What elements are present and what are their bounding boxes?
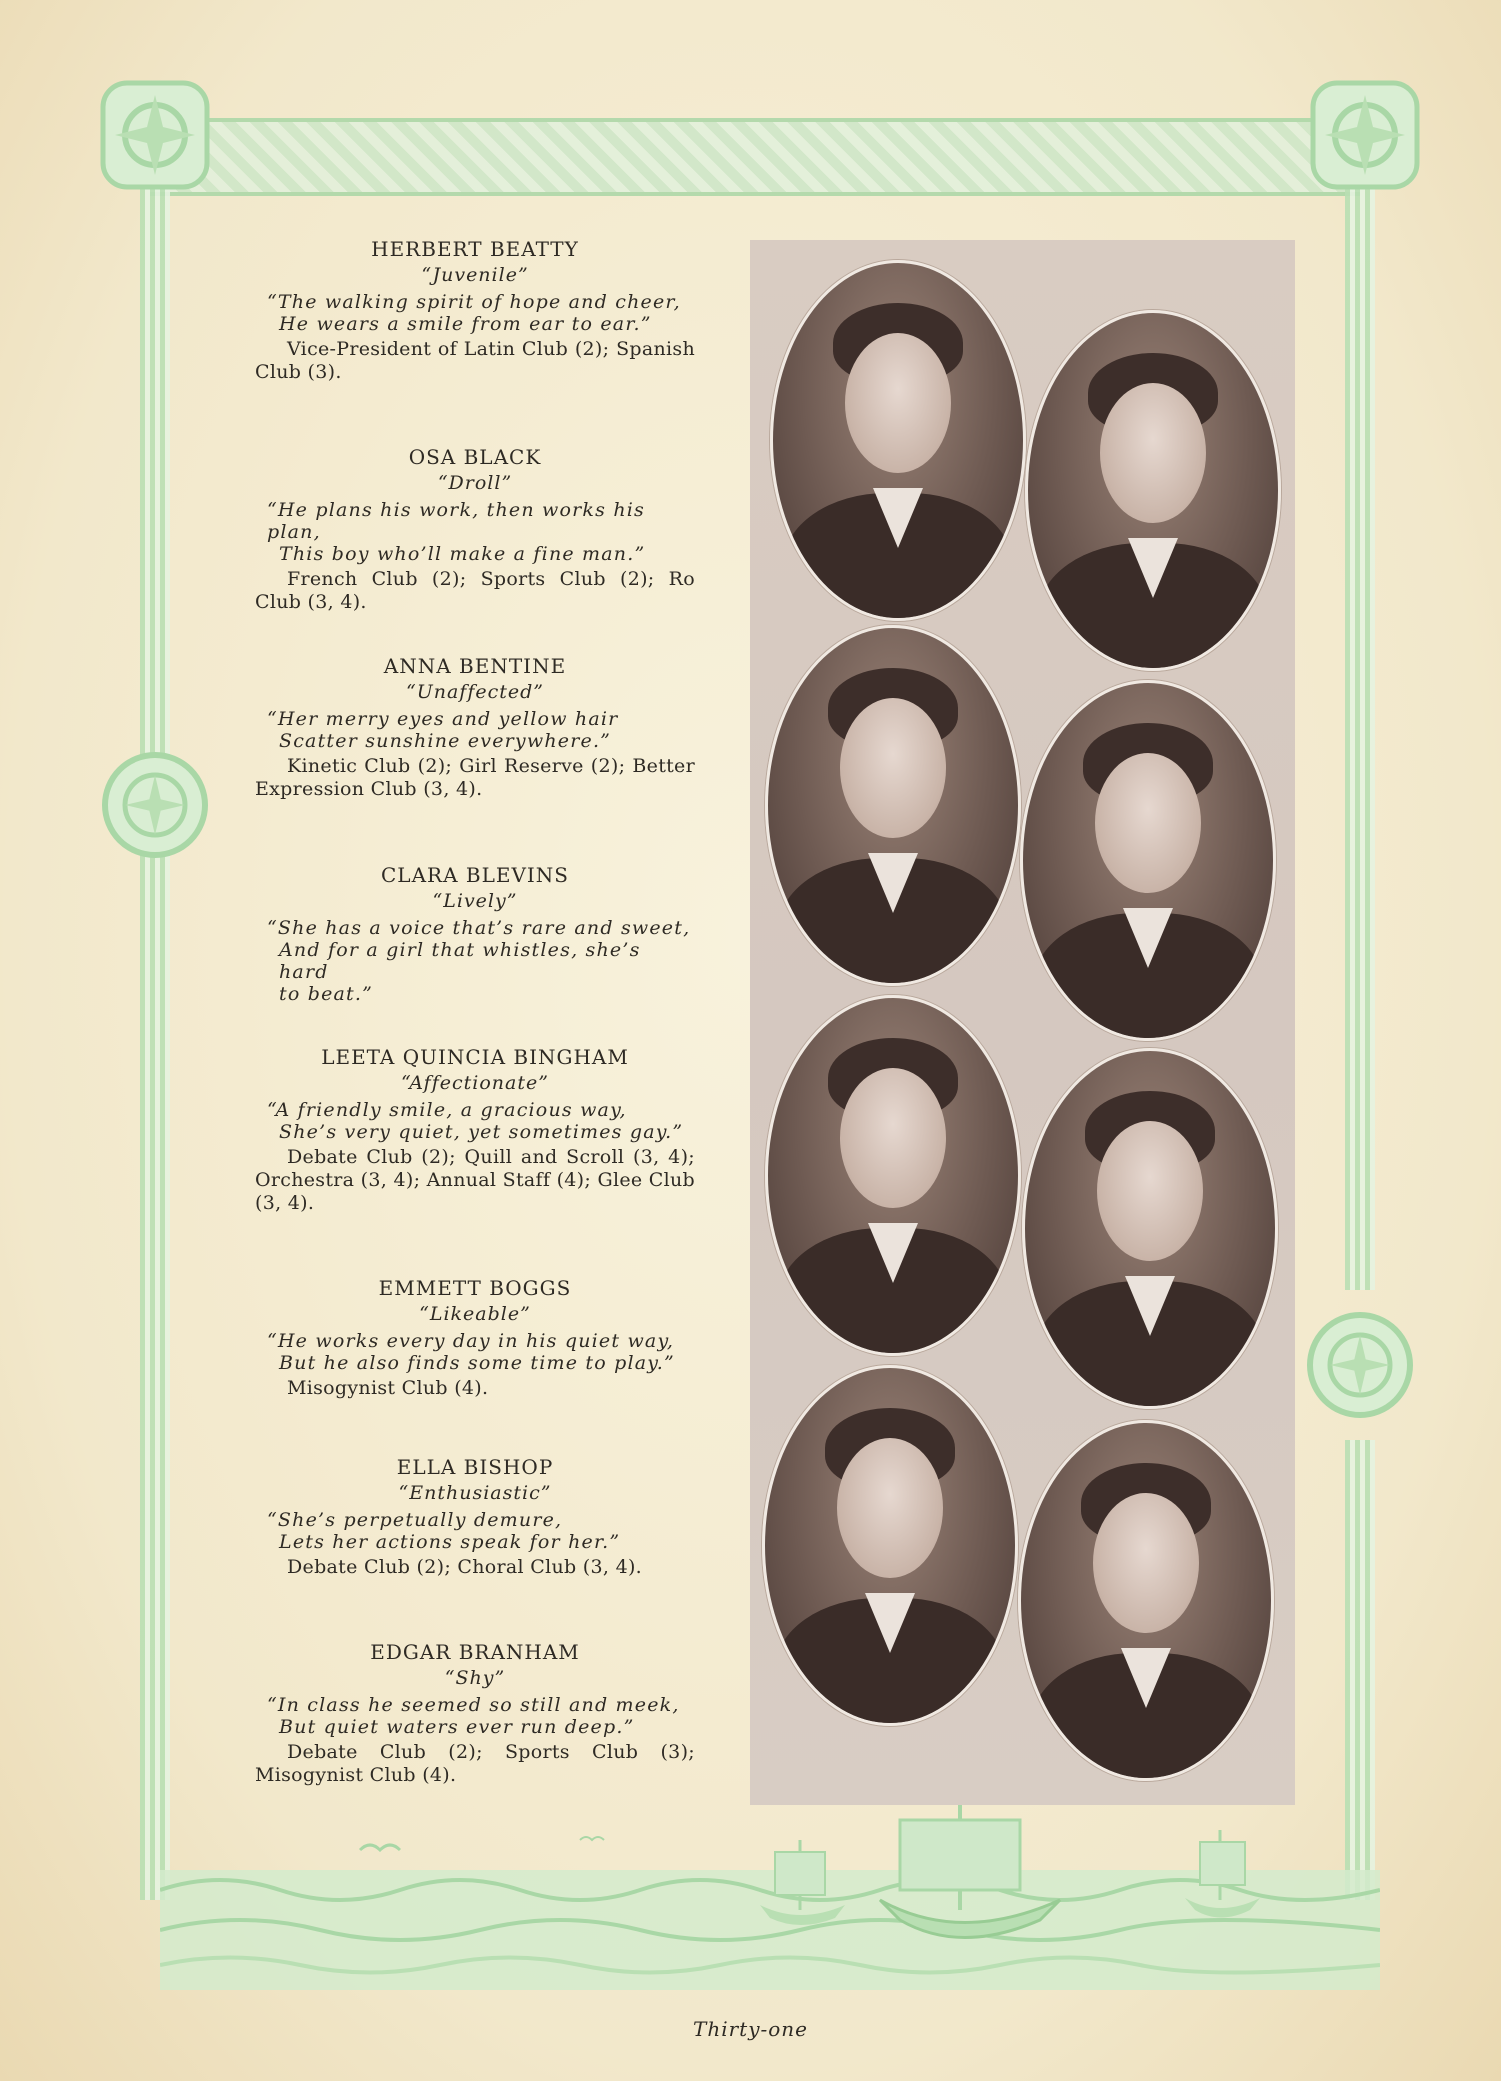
senior-entry-ella-bishop: [255, 1456, 695, 1579]
student-verse: “She has a voice that’s rare and sweet, And for a girl that whistles, she’s hard to beat.”: [267, 917, 691, 1005]
student-nickname: “Unaffected”: [406, 681, 544, 703]
student-nickname: “Likeable”: [419, 1303, 531, 1325]
senior-entry-leeta-quincia-bingham: [255, 1046, 695, 1215]
student-activities: French Club (2); Sports Club (2); Ro Club (3, 4).: [255, 568, 695, 613]
student-name: CLARA BLEVINS: [380, 863, 569, 887]
senior-entry-osa-black: [255, 446, 695, 614]
medallion-ornament-right: [1305, 1310, 1415, 1420]
student-verse: “He works every day in his quiet way, But he also finds some time to play.”: [267, 1330, 675, 1374]
medallion-ornament-left: [100, 750, 210, 860]
student-verse: “The walking spirit of hope and cheer, He wears a smile from ear to ear.”: [267, 291, 681, 335]
student-name: HERBERT BEATTY: [371, 237, 579, 261]
senior-entry-emmett-boggs: [255, 1277, 695, 1400]
corner-ornament-top-left: [95, 75, 215, 195]
student-verse: “A friendly smile, a gracious way, She’s very quiet, yet sometimes gay.”: [267, 1099, 684, 1143]
portrait-photo: [1020, 680, 1276, 1041]
student-nickname: “Shy”: [444, 1667, 506, 1689]
border-top-ornament: [150, 118, 1360, 196]
senior-entry-herbert-beatty: [255, 238, 695, 384]
border-left-lower-ornament: [140, 850, 170, 1900]
portrait-photo: [770, 260, 1026, 621]
portrait-photo: [1025, 310, 1281, 671]
portrait-photo: [765, 995, 1021, 1356]
student-name: OSA BLACK: [408, 445, 542, 469]
border-left-ornament: [140, 180, 170, 760]
senior-entry-clara-blevins: [255, 864, 695, 1005]
student-activities: Debate Club (2); Sports Club (3); Misogynist Club (4).: [255, 1741, 695, 1786]
portrait-panel: [750, 240, 1295, 1805]
student-nickname: “Affectionate”: [401, 1072, 549, 1094]
portrait-photo: [1022, 1048, 1278, 1409]
student-verse: “In class he seemed so still and meek, But quiet waters ever run deep.”: [267, 1694, 680, 1738]
portrait-photo: [765, 625, 1021, 986]
senior-entry-edgar-branham: [255, 1641, 695, 1787]
student-nickname: “Lively”: [432, 890, 518, 912]
student-nickname: “Enthusiastic”: [398, 1482, 552, 1504]
corner-ornament-top-right: [1305, 75, 1425, 195]
student-name: LEETA QUINCIA BINGHAM: [321, 1045, 629, 1069]
student-activities: Kinetic Club (2); Girl Reserve (2); Better Expression Club (3, 4).: [255, 755, 695, 800]
border-right-ornament: [1345, 180, 1375, 1290]
student-activities: Misogynist Club (4).: [287, 1377, 489, 1399]
student-activities: Debate Club (2); Choral Club (3, 4).: [287, 1556, 643, 1578]
student-name: ANNA BENTINE: [383, 654, 567, 678]
portrait-photo: [762, 1365, 1018, 1726]
student-verse: “Her merry eyes and yellow hair Scatter sunshine everywhere.”: [267, 708, 619, 752]
student-verse: “She’s perpetually demure, Lets her actions speak for her.”: [267, 1509, 621, 1553]
student-name: EDGAR BRANHAM: [370, 1640, 580, 1664]
student-nickname: “Juvenile”: [421, 264, 529, 286]
senior-entry-anna-bentine: [255, 655, 695, 801]
student-verse: “He plans his work, then works his plan, This boy who’ll make a fine man.”: [267, 499, 646, 565]
page-number: Thirty-one: [692, 2017, 809, 2041]
student-activities: Debate Club (2); Quill and Scroll (3, 4); Orchestra (3, 4); Annual Staff (4); Glee Club (3, 4).: [255, 1146, 695, 1214]
student-nickname: “Droll”: [437, 472, 513, 494]
student-name: EMMETT BOGGS: [378, 1276, 572, 1300]
student-name: ELLA BISHOP: [396, 1455, 554, 1479]
student-activities: Vice-President of Latin Club (2); Spanish Club (3).: [255, 338, 695, 383]
portrait-photo: [1018, 1420, 1274, 1781]
